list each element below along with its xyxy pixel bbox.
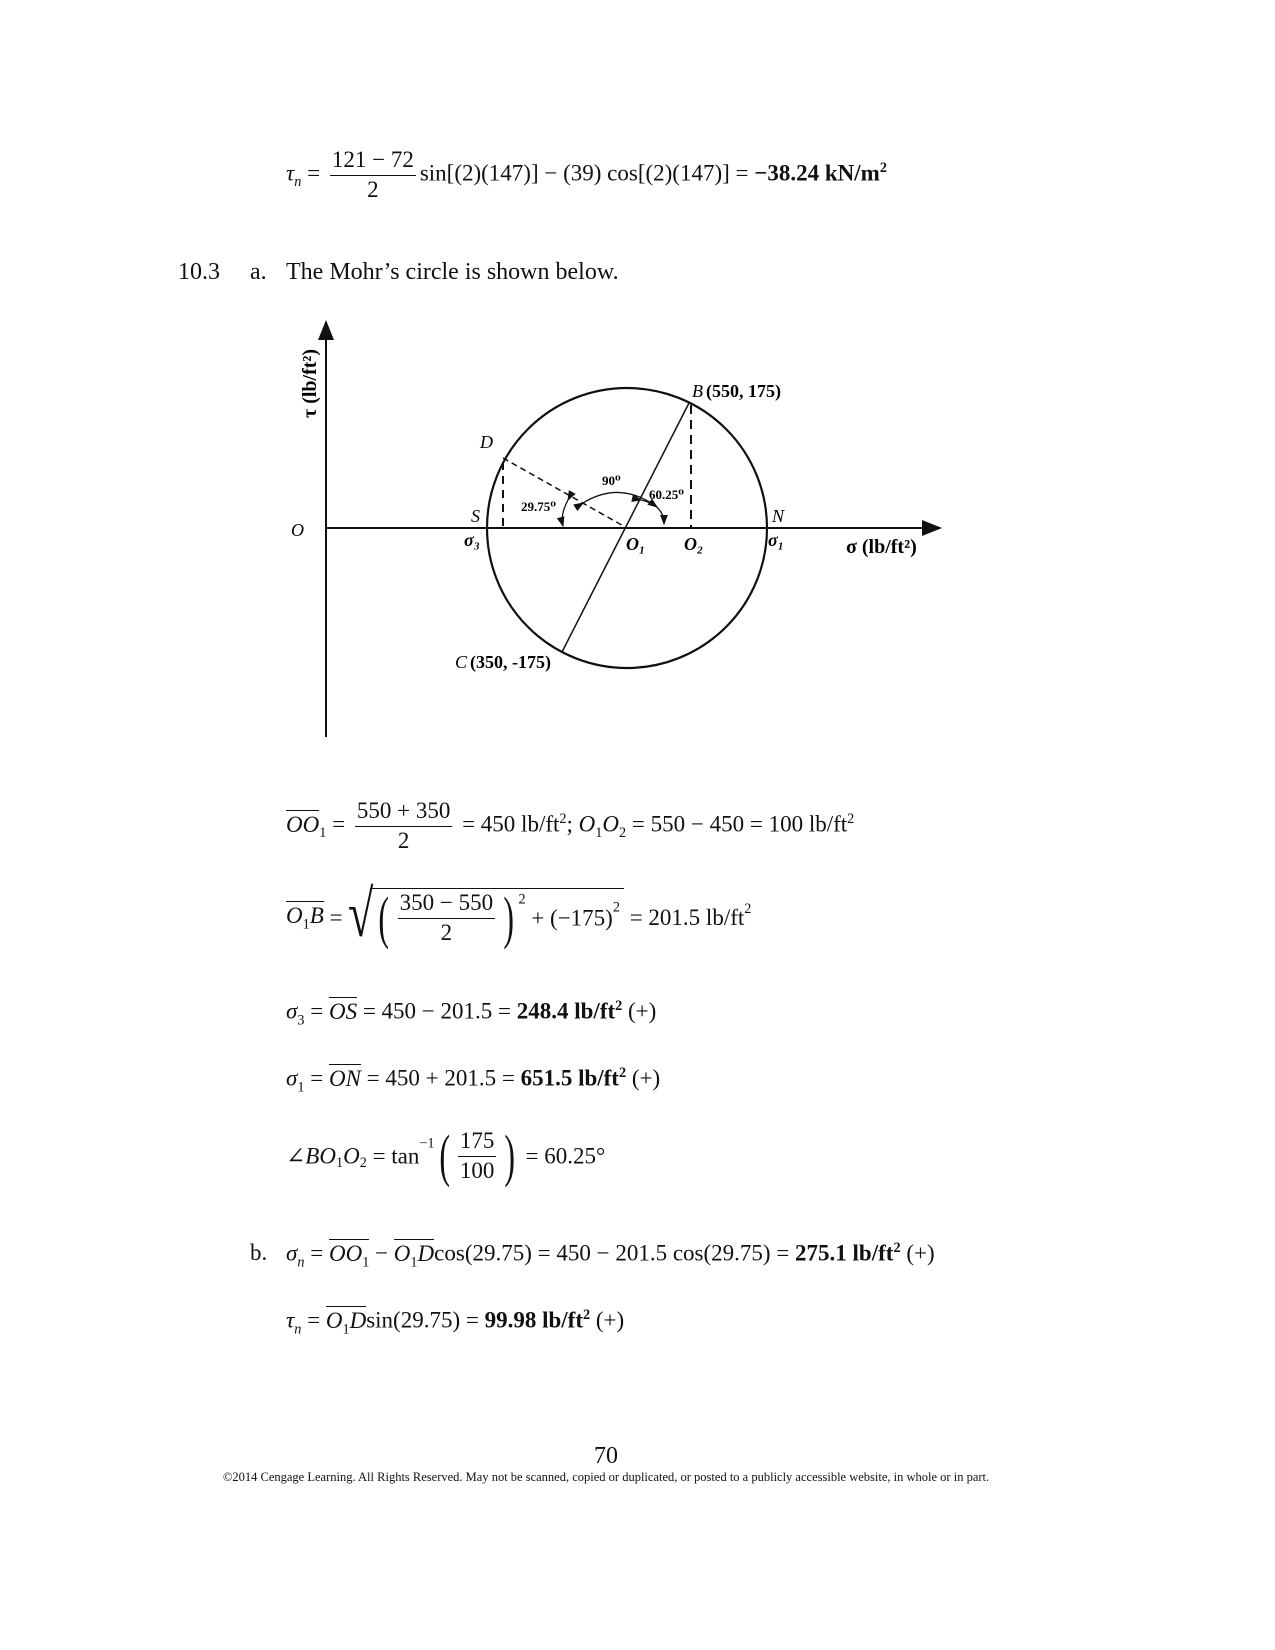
arc-60 bbox=[641, 500, 664, 524]
arc-29 bbox=[562, 500, 568, 526]
equation-angle: $\angle BO_1O_2 = \tan^{-1}$( $\frac{175}{100}$ ) = 60.25° bbox=[286, 1123, 606, 1189]
point-b-label: B (550, 175) bbox=[692, 381, 781, 401]
arc-90 bbox=[583, 492, 657, 507]
equation-oo1: $OO_1$ = $\frac{550 + 350}{2}$ = 450 $lb/ft^2$; $O_1O_2 = 550 - 450 = 100$ $lb/ft^2$ bbox=[286, 798, 855, 853]
angle-90-label: 90⁰ bbox=[602, 473, 621, 488]
fraction: $\frac{121 - 72}{2}$ bbox=[331, 147, 414, 202]
copyright-notice: ©2014 Cengage Learning. All Rights Reserved. May not be scanned, copied or duplicated, or posted to a publicly accessible website, in whole or in part. bbox=[222, 1470, 990, 1484]
point-n-label: N bbox=[772, 506, 785, 526]
equation-sigma1: $\sigma_1$ = ON = 450 + 201.5 = 651.5 $lb/ft^2$ (+) bbox=[286, 1065, 661, 1096]
o1-label: O₁ bbox=[626, 534, 646, 554]
equation-sigma3: $\sigma_3$ = OS = 450 − 201.5 = 248.4 $lb/ft^2$ (+) bbox=[286, 998, 657, 1029]
equation-o1b: $O_1B$ = √ ( $\frac{350 - 550}{2}$ ) $^2 + (-175)^2 = 201.5$ $lb/ft^2$ bbox=[286, 878, 752, 951]
equation-tau-top: $\tau_n$ = $\frac{121 - 72}{2}$ sin[(2)(147)] − (39) cos[(2)(147)] = −38.24 $kN/m^2$ bbox=[286, 146, 887, 205]
sigma1-label: σ₁ bbox=[768, 530, 784, 550]
problem-number: 10.3 bbox=[178, 259, 220, 285]
x-axis-label: σ (lb/ft²) bbox=[846, 536, 917, 558]
angle-60-label: 60.25⁰ bbox=[649, 487, 684, 502]
page-number: 70 bbox=[594, 1443, 618, 1469]
o2-label: O₂ bbox=[684, 534, 704, 554]
problem-intro: The Mohr’s circle is shown below. bbox=[286, 259, 619, 285]
tau-symbol: τ bbox=[286, 160, 295, 186]
equation-sigma-n: $\sigma_n = OO_1 - O_1Dcos(29.75) = 450 - 201.5$ cos(29.75) = 275.1 $lb/ft^2$ (+) bbox=[286, 1240, 935, 1271]
origin-label: O bbox=[291, 520, 304, 540]
part-b-label: b. bbox=[250, 1240, 268, 1265]
angle-29-label: 29.75⁰ bbox=[521, 499, 556, 514]
square-root: √ ( $\frac{350 - 550}{2}$ ) $^2 + (-175)^2$ bbox=[348, 888, 624, 948]
part-a-label: a. bbox=[250, 259, 267, 285]
equation-tau-n: $\tau_n = O_1Dsin(29.75) = 99.98$ $lb/ft^2$ (+) bbox=[286, 1307, 625, 1338]
y-axis-label: τ (lb/ft²) bbox=[299, 348, 321, 418]
point-d-label: D bbox=[480, 432, 493, 452]
point-c-label: C (350, -175) bbox=[455, 652, 551, 672]
mohrs-circle-figure bbox=[0, 0, 1275, 800]
sigma3-label: σ₃ bbox=[464, 530, 480, 550]
point-s-label: S bbox=[471, 506, 480, 526]
